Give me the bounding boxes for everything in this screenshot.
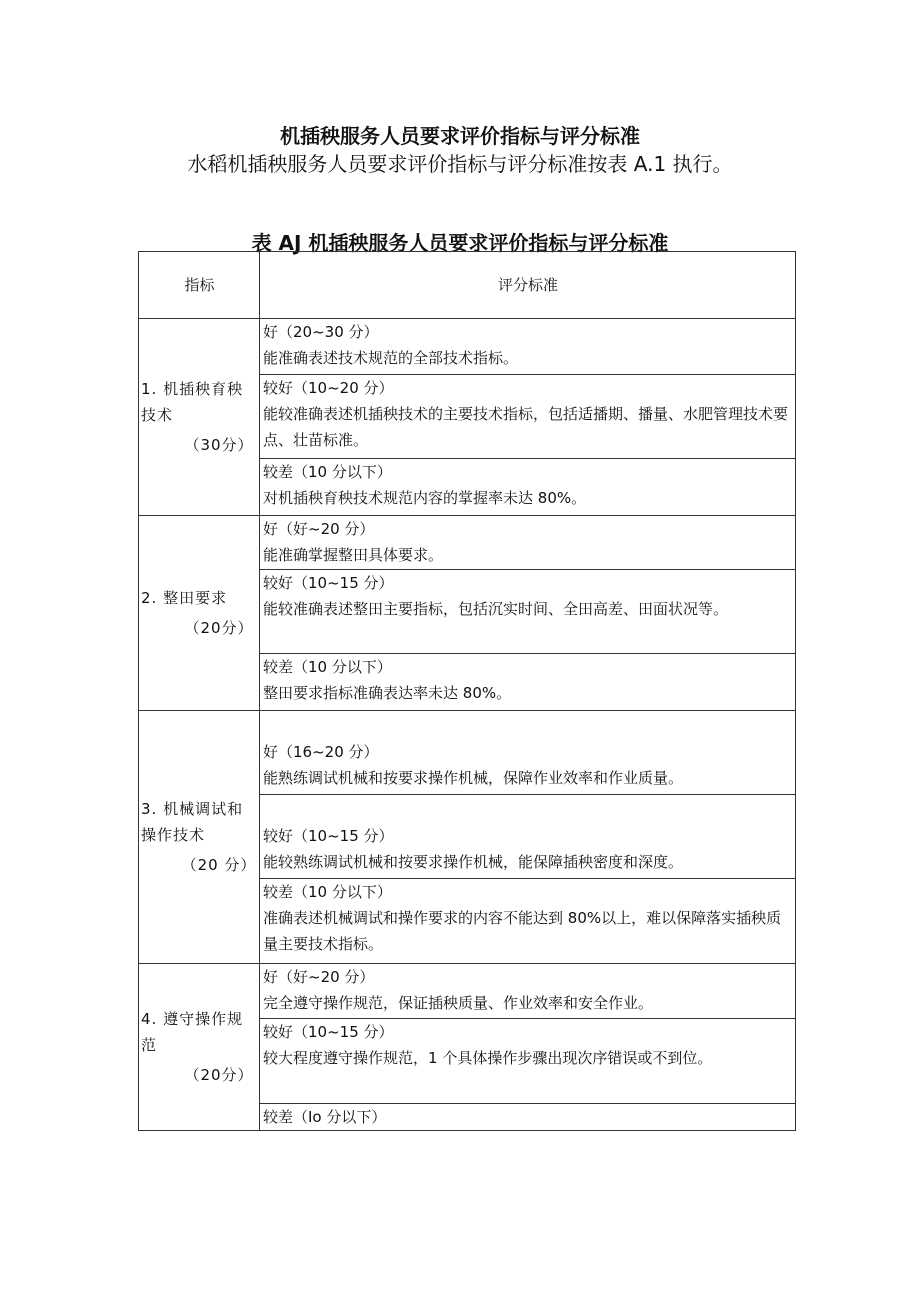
score-description: 能较准确表述整田主要指标，包括沉实时间、全田高差、田面状况等。 — [263, 600, 729, 618]
criteria-cell — [260, 375, 796, 459]
score-description: 对机插秧育秧技术规范内容的掌握率未达 80%。 — [263, 489, 587, 507]
score-level: 较差（Io 分以下） — [263, 1108, 387, 1126]
score-description: 能较准确表述机插秧技术的主要技术指标，包括适播期、播量、水肥管理技术要点、壮苗标准。 — [263, 405, 789, 449]
criteria-cell — [260, 570, 796, 654]
indicator-cell — [139, 964, 260, 1131]
indicator-points: （20分） — [184, 619, 254, 637]
score-description: 较大程度遵守操作规范，1 个具体操作步骤出现次序错误或不到位。 — [263, 1049, 713, 1067]
score-level: 较好（10~15 分） — [263, 1023, 394, 1041]
indicator-points: （20分） — [184, 1066, 254, 1084]
score-level: 好（20~30 分） — [263, 323, 379, 341]
score-level: 较好（10~15 分） — [263, 827, 394, 845]
intro-paragraph: 水稻机插秧服务人员要求评价指标与评分标准按表 A.1 执行。 — [187, 152, 733, 176]
column-header-criteria: 评分标准 — [260, 252, 796, 319]
score-description: 能熟练调试机械和按要求操作机械，保障作业效率和作业质量。 — [263, 769, 684, 787]
column-header-indicator: 指标 — [139, 252, 260, 319]
indicator-points: （30分） — [184, 436, 254, 454]
score-level: 好（16~20 分） — [263, 743, 379, 761]
indicator-name: 3. 机械调试和操作技术 — [141, 800, 244, 844]
criteria-cell — [260, 1104, 796, 1131]
criteria-cell — [260, 1019, 796, 1104]
score-description: 能较熟练调试机械和按要求操作机械，能保障插秧密度和深度。 — [263, 853, 684, 871]
score-level: 较好（10~20 分） — [263, 379, 394, 397]
indicator-cell — [139, 711, 260, 964]
score-level: 较差（10 分以下） — [263, 883, 392, 901]
table-header-row — [139, 252, 796, 319]
score-description: 能准确掌握整田具体要求。 — [263, 546, 444, 564]
score-description: 能准确表述技术规范的全部技术指标。 — [263, 349, 519, 367]
score-level: 较差（10 分以下） — [263, 463, 392, 481]
indicator-cell — [139, 516, 260, 711]
indicator-cell — [139, 319, 260, 516]
score-level: 较好（10~15 分） — [263, 574, 394, 592]
score-level: 好（好~20 分） — [263, 968, 375, 986]
score-description: 完全遵守操作规范，保证插秧质量、作业效率和安全作业。 — [263, 994, 654, 1012]
indicator-name: 2. 整田要求 — [141, 589, 228, 607]
score-level: 较差（10 分以下） — [263, 658, 392, 676]
indicator-name: 4. 遵守操作规范 — [141, 1010, 244, 1054]
indicator-name: 1. 机插秧育秧技术 — [141, 380, 244, 424]
criteria-cell — [260, 516, 796, 570]
table-row — [139, 711, 796, 795]
criteria-cell — [260, 879, 796, 964]
indicator-points: （20 分） — [181, 856, 257, 874]
criteria-cell — [260, 711, 796, 795]
criteria-cell — [260, 459, 796, 516]
table-row — [139, 516, 796, 570]
score-level: 好（好~20 分） — [263, 520, 375, 538]
criteria-cell — [260, 964, 796, 1019]
table-row — [139, 319, 796, 375]
criteria-cell — [260, 319, 796, 375]
criteria-cell — [260, 795, 796, 879]
criteria-cell — [260, 654, 796, 711]
criteria-table — [138, 251, 796, 1131]
table-title: 表 AJ 机插秧服务人员要求评价指标与评分标准 — [251, 231, 669, 255]
score-description: 整田要求指标准确表达率未达 80%。 — [263, 684, 512, 702]
table-row — [139, 964, 796, 1019]
document-heading: 机插秧服务人员要求评价指标与评分标准 — [280, 124, 640, 148]
score-description: 准确表述机械调试和操作要求的内容不能达到 80%以上，难以保障落实插秧质量主要技术指标。 — [263, 909, 782, 953]
